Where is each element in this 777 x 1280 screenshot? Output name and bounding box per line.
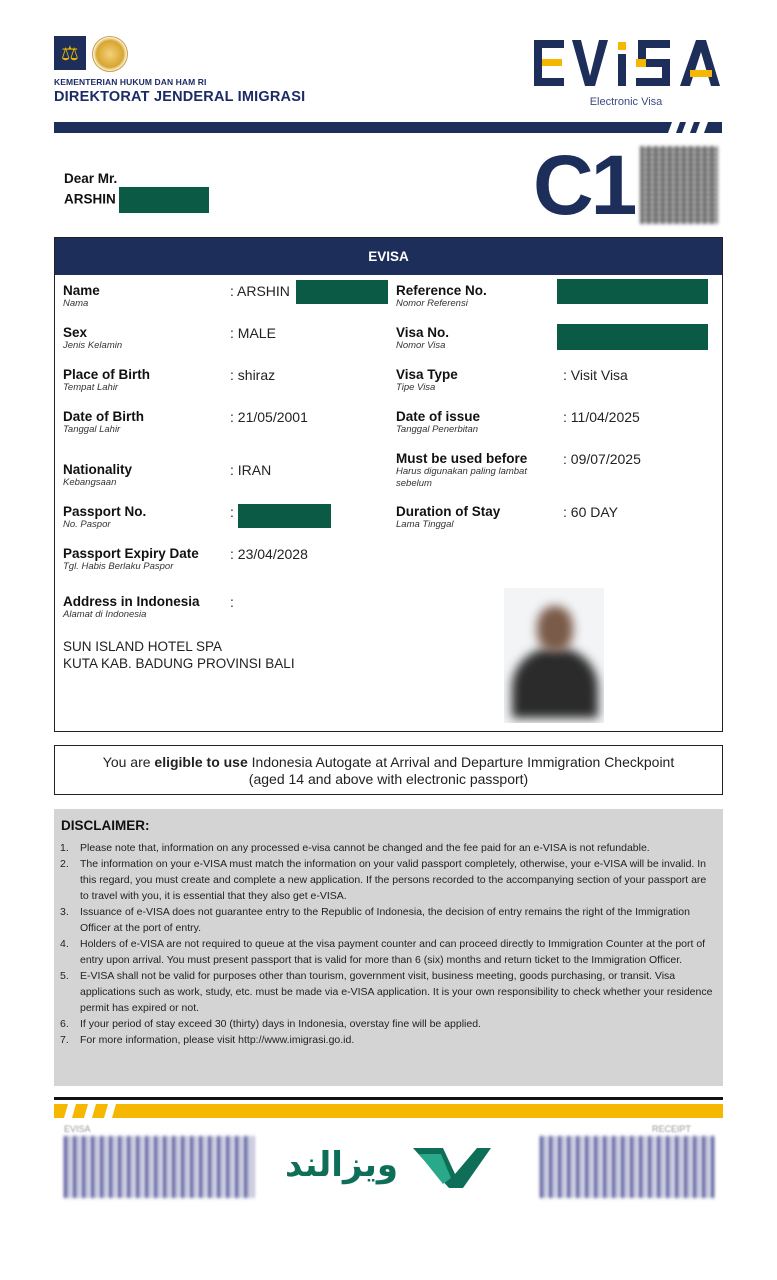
field-label: Must be used before [396, 451, 528, 466]
nationality-value: IRAN [237, 462, 272, 478]
field-label: Nationality [63, 462, 133, 477]
receipt-barcode-icon [540, 1136, 716, 1198]
autogate-notice [54, 745, 723, 795]
field-sex [63, 325, 122, 352]
field-label: Passport Expiry Date [63, 546, 199, 561]
field-name [63, 283, 100, 310]
notice-text: Indonesia Autogate at Arrival and Departure Immigration Checkpoint [247, 754, 675, 770]
evisa-barcode-icon [64, 1136, 254, 1198]
redaction-block [557, 324, 708, 350]
footer-divider [54, 1097, 723, 1100]
field-label: Visa No. [396, 325, 450, 340]
vizaland-watermark: ویزالند [285, 1146, 398, 1184]
vizaland-check-icon [413, 1146, 493, 1190]
passport-expiry-value: 23/04/2028 [237, 546, 308, 562]
field-sublabel: Nomor Visa [396, 340, 446, 351]
field-sublabel: Tempat Lahir [63, 382, 119, 393]
holder-photo [504, 588, 604, 723]
greeting [64, 170, 209, 213]
list-item: 1. Please note that, information on any processed e-visa cannot be changed and the fee paid for an e-VISA is not refundable. [60, 842, 650, 854]
field-date-of-birth [63, 409, 144, 436]
address-line: SUN ISLAND HOTEL SPA [63, 639, 223, 654]
redaction-block [557, 279, 708, 304]
field-sublabel: Jenis Kelamin [63, 340, 123, 351]
field-label: Reference No. [396, 283, 487, 298]
directorate-name: DIREKTORAT JENDERAL IMIGRASI [54, 89, 306, 105]
field-label: Date of issue [396, 409, 481, 424]
notice-text: (aged 14 and above with electronic passport) [248, 771, 529, 787]
visa-index-code: C1 [533, 138, 635, 232]
address-value [63, 638, 295, 672]
field-sublabel: Harus digunakan paling lambat sebelum [396, 466, 527, 489]
ministry-name: KEMENTERIAN HUKUM DAN HAM RI [54, 77, 207, 87]
field-sublabel: No. Paspor [63, 519, 111, 530]
brand-subtitle: Electronic Visa [589, 96, 663, 108]
field-label: Visa Type [396, 367, 458, 382]
list-item: 5. E-VISA shall not be valid for purposes other than tourism, government visit, business meeting, goods purchasing, or transit. Visa applications such as work, study, etc. must be made via e-VISA application. It is your own responsibility to check whether your residence permit has expired or not. [60, 970, 713, 1014]
field-sublabel: Lama Tinggal [396, 519, 454, 530]
field-date-of-issue [396, 409, 480, 436]
field-sublabel: Kebangsaan [63, 477, 117, 488]
duration-of-stay-value: 60 DAY [570, 504, 618, 520]
list-item: 3. Issuance of e-VISA does not guarantee entry to the Republic of Indonesia, the decision of entry remains the right of the Immigration Officer at the port of entry. [60, 906, 690, 934]
garuda-emblem-icon [92, 36, 128, 72]
name-value: ARSHIN [237, 283, 290, 299]
qr-code-icon [640, 146, 718, 224]
field-passport-no [63, 504, 146, 531]
field-visa-type [396, 367, 458, 394]
greeting-salutation: Dear Mr. [64, 171, 118, 186]
right-barcode-label: RECEIPT [652, 1124, 692, 1134]
redaction-block [238, 504, 331, 528]
field-passport-expiry [63, 546, 199, 573]
list-item: 6. If your period of stay exceed 30 (thirty) days in Indonesia, overstay fine will be applied. [60, 1018, 481, 1030]
list-item: 2. The information on your e-VISA must match the information on your valid passport completely, otherwise, your e-VISA will be invalid. In this regard, you must create and complete a new application. If the persons recorded to the accompanying section of your passport are to travel with you, it is essential that they also get e-VISA. [60, 858, 707, 902]
notice-emphasis: eligible to use [154, 754, 248, 770]
header-logos [54, 36, 128, 72]
field-must-be-used-before [396, 451, 546, 490]
left-barcode-label: EVISA [64, 1124, 91, 1134]
footer-yellow-bar [54, 1104, 723, 1118]
field-label: Name [63, 283, 100, 298]
visa-type-value: Visit Visa [570, 367, 628, 383]
evisa-details-panel: EVISA Name Nama : ARSHIN Sex Jenis Kelamin : MALE Place of Birth Tempat Lahir : shiraz Date of Birth Tanggal Lahir : 21/05/2001 Nationality Kebangsaan : IRAN Passport No. No. Paspor : Passport Expiry Date Tgl. Habis Berlaku Paspor : 23/04/2028 Address in Indonesia Alamat di Indonesia : SUN ISLAND HOTEL SPA KUTA KAB. BADUNG PROVINSI BALI Reference No. Nomor Referensi Visa No. Nomor Visa Visa Type Tipe Visa : Visit Visa Date of issue Tanggal Penerbitan : 11/04/2025 Must be used before Harus digunakan paling lambat sebelum : 09/07/2025 Duration of Stay Lama Tinggal : 60 DAY [54, 237, 723, 732]
date-of-issue-value: 11/04/2025 [570, 409, 640, 425]
field-label: Address in Indonesia [63, 594, 200, 609]
disclaimer-panel [54, 809, 723, 1086]
field-visa-no [396, 325, 449, 352]
redaction-block [296, 280, 388, 304]
field-nationality [63, 462, 132, 489]
evisa-panel-title: EVISA [55, 238, 722, 275]
field-sublabel: Tanggal Penerbitan [396, 424, 479, 435]
header-divider-bar [54, 122, 722, 133]
field-sublabel: Tanggal Lahir [63, 424, 121, 435]
field-label: Duration of Stay [396, 504, 501, 519]
header-stripes [668, 122, 722, 133]
field-reference-no [396, 283, 487, 310]
sex-value: MALE [237, 325, 276, 341]
field-address [63, 594, 200, 621]
field-place-of-birth [63, 367, 150, 394]
field-sublabel: Alamat di Indonesia [63, 609, 147, 620]
notice-text: You are [102, 754, 155, 770]
date-of-birth-value: 21/05/2001 [237, 409, 308, 425]
field-label: Sex [63, 325, 88, 340]
field-sublabel: Nama [63, 298, 89, 309]
redaction-block [119, 187, 209, 213]
must-be-used-before-value: 09/07/2025 [570, 451, 641, 467]
disclaimer-list [60, 840, 716, 1048]
field-sublabel: Nomor Referensi [396, 298, 468, 309]
address-line: KUTA KAB. BADUNG PROVINSI BALI [63, 656, 295, 671]
field-label: Date of Birth [63, 409, 144, 424]
field-sublabel: Tipe Visa [396, 382, 436, 393]
field-sublabel: Tgl. Habis Berlaku Paspor [63, 561, 174, 572]
place-of-birth-value: shiraz [237, 367, 276, 383]
list-item: 7. For more information, please visit http://www.imigrasi.go.id. [60, 1034, 355, 1046]
disclaimer-title: DISCLAIMER: [61, 818, 150, 833]
field-label: Passport No. [63, 504, 147, 519]
ministry-emblem-icon: ⚖ [54, 36, 86, 70]
field-duration-of-stay [396, 504, 500, 531]
greeting-name: ARSHIN [64, 191, 116, 207]
field-label: Place of Birth [63, 367, 151, 382]
list-item: 4. Holders of e-VISA are not required to queue at the visa payment counter and can proceed directly to Immigration Counter at the port of entry upon arrival. You must present passport that is valid for more than 6 (six) months and return ticket to the Immigration Officer. [60, 938, 706, 966]
